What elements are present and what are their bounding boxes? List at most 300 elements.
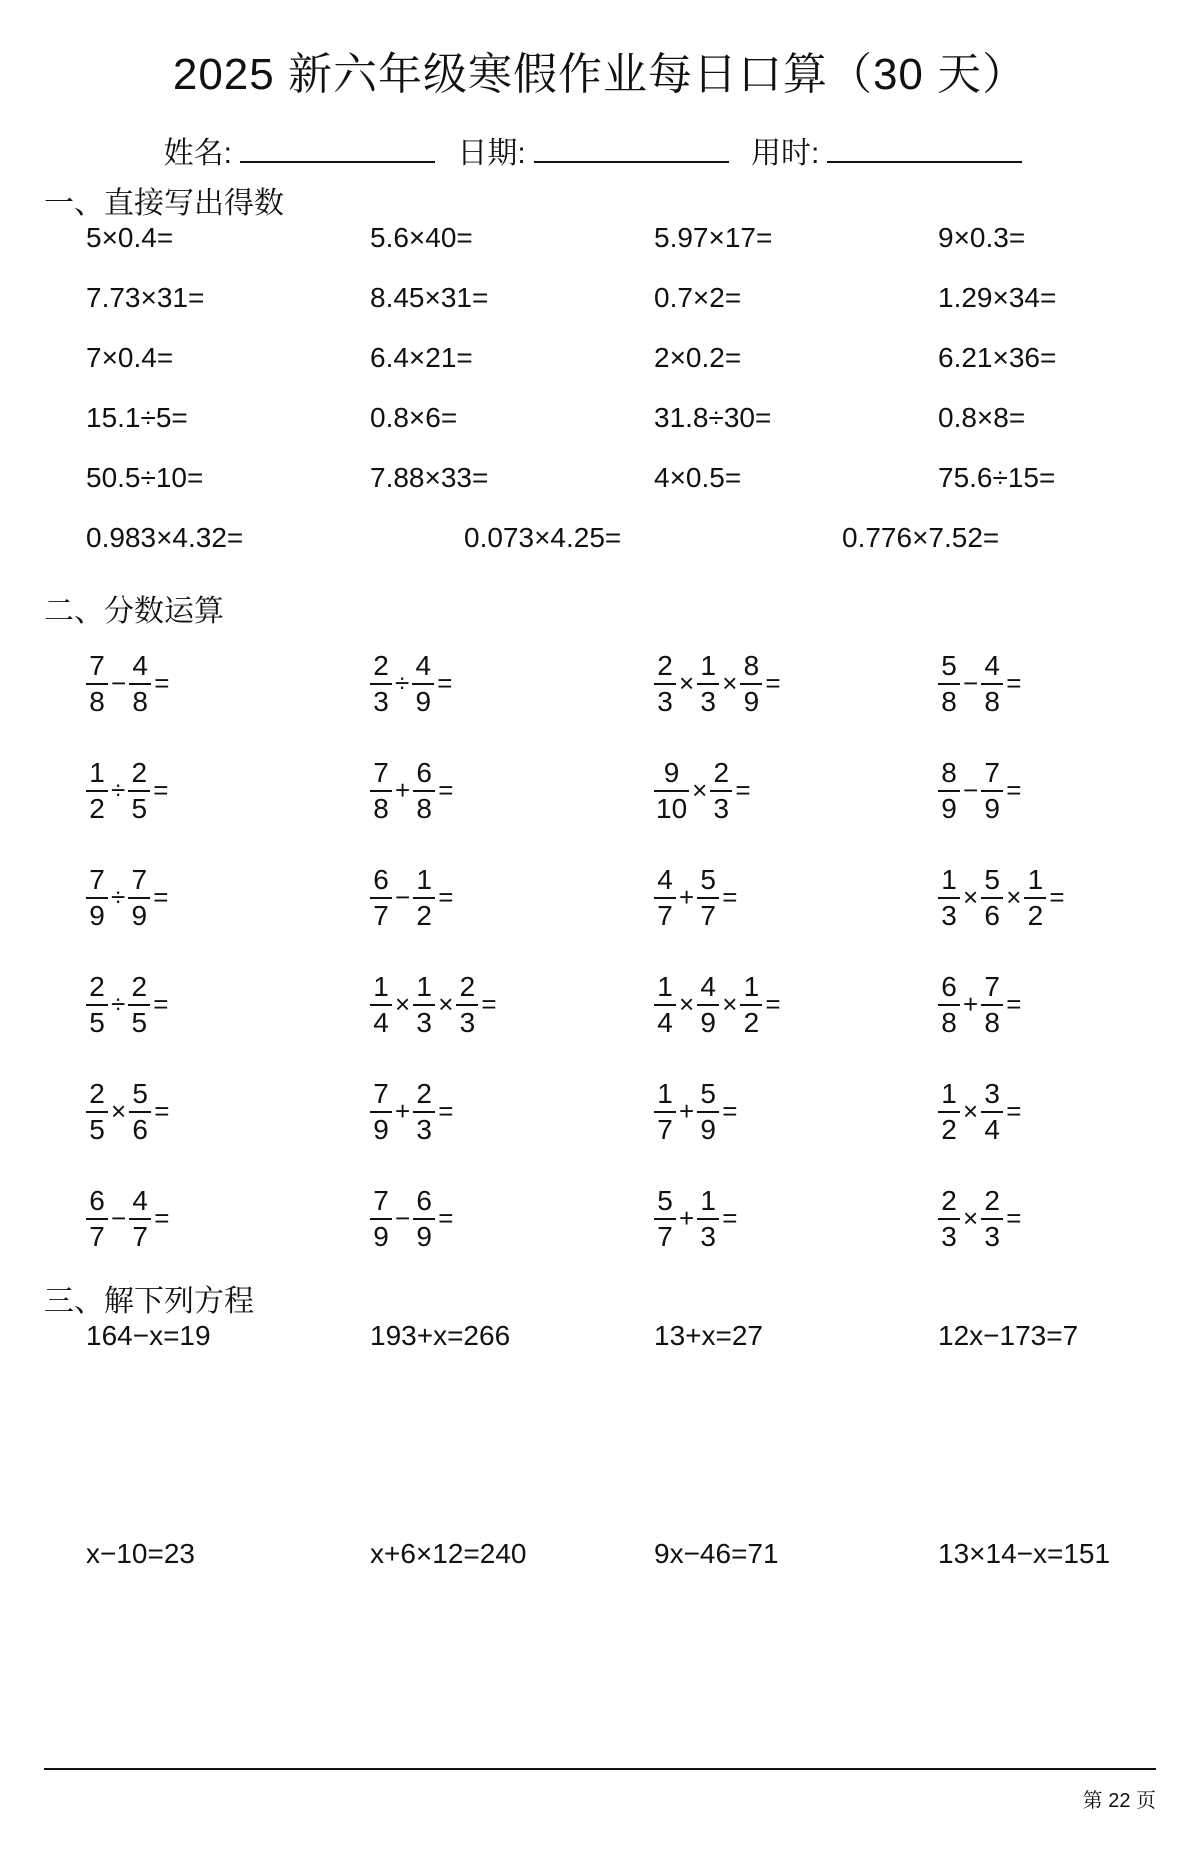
section1-grid [86, 222, 1186, 522]
operator: ÷ [111, 775, 126, 805]
decimal-problem: 0.8×8= [938, 402, 1026, 433]
fraction-expression [938, 1058, 1198, 1165]
equation-problem: x+6×12=240 [370, 1538, 527, 1569]
fraction-expression [938, 1165, 1198, 1272]
denominator: 3 [370, 683, 392, 716]
time-label: 用时: [751, 137, 820, 170]
fraction-expression [938, 737, 1198, 844]
fraction-problem [370, 1058, 654, 1165]
denominator: 2 [413, 897, 435, 930]
numerator: 3 [984, 1077, 1000, 1109]
numerator: 5 [941, 649, 957, 681]
numerator: 7 [984, 970, 1000, 1002]
denominator: 9 [86, 897, 108, 930]
denominator: 9 [128, 897, 150, 930]
denominator: 7 [86, 1218, 108, 1251]
fraction [86, 1077, 108, 1145]
fraction [697, 649, 719, 717]
numerator: 1 [416, 970, 432, 1002]
fraction-expression [654, 1165, 938, 1272]
fraction-expression [86, 1058, 370, 1165]
fraction-problem [654, 1058, 938, 1165]
numerator: 2 [713, 756, 730, 788]
decimal-problem: 0.983×4.32= [86, 522, 244, 553]
fraction [938, 863, 960, 931]
fraction-problem [938, 1058, 1198, 1165]
equation-problem: 13+x=27 [654, 1320, 763, 1351]
numerator: 1 [1027, 863, 1044, 895]
numerator: 2 [416, 1077, 432, 1109]
denominator: 9 [981, 790, 1003, 823]
fraction-expression [86, 844, 370, 951]
numerator: 1 [657, 970, 673, 1002]
footer-rule [44, 1768, 1156, 1770]
denominator: 9 [740, 683, 762, 716]
operator: = [153, 989, 169, 1019]
fraction [370, 1077, 392, 1145]
decimal-problem: 5×0.4= [86, 222, 174, 253]
operator: = [438, 1096, 454, 1126]
fraction [981, 1077, 1003, 1145]
numerator: 7 [89, 649, 105, 681]
denominator: 7 [129, 1218, 151, 1251]
fraction [938, 970, 960, 1038]
denominator: 7 [697, 897, 719, 930]
section1-heading: 一、直接写出得数 [44, 187, 284, 220]
denominator: 8 [413, 790, 435, 823]
fraction [129, 1077, 151, 1145]
operator: = [722, 1203, 738, 1233]
fraction [981, 1184, 1003, 1252]
fraction [654, 756, 689, 824]
name-label: 姓名: [163, 137, 232, 170]
operator: = [1006, 1203, 1022, 1233]
operator: + [395, 1096, 411, 1126]
operator: = [735, 775, 751, 805]
denominator: 7 [654, 897, 676, 930]
decimal-problem: 8.45×31= [370, 282, 489, 313]
fraction-problem [370, 844, 654, 951]
numerator: 1 [700, 1184, 716, 1216]
numerator: 4 [132, 1184, 148, 1216]
operator: = [481, 989, 497, 1019]
numerator: 6 [89, 1184, 105, 1216]
fraction-expression [938, 630, 1198, 737]
denominator: 2 [740, 1004, 762, 1037]
decimal-problem: 7.88×33= [370, 462, 489, 493]
denominator: 3 [413, 1004, 435, 1037]
fraction-expression [370, 1165, 654, 1272]
section1-last-row [86, 522, 1186, 582]
numerator: 5 [700, 863, 716, 895]
denominator: 8 [938, 683, 960, 716]
numerator: 1 [700, 649, 716, 681]
fraction-problem [938, 951, 1198, 1058]
operator: = [765, 668, 781, 698]
fraction-expression [370, 630, 654, 737]
fraction-problem [654, 844, 938, 951]
operator: ÷ [111, 989, 126, 1019]
student-info-line [0, 128, 1200, 172]
fraction [129, 649, 151, 717]
page-number: 第 22 页 [1082, 1790, 1156, 1812]
fraction-expression [86, 1165, 370, 1272]
denominator: 9 [370, 1218, 392, 1251]
fraction [413, 1184, 435, 1252]
numerator: 6 [373, 863, 389, 895]
numerator: 7 [984, 756, 1000, 788]
numerator: 7 [89, 863, 105, 895]
denominator: 4 [981, 1111, 1003, 1144]
fraction-problem [370, 630, 654, 737]
numerator: 4 [657, 863, 673, 895]
numerator: 7 [131, 863, 148, 895]
fraction [697, 1077, 719, 1145]
equation-problem: 193+x=266 [370, 1320, 511, 1351]
fraction-expression [938, 844, 1198, 951]
denominator: 5 [86, 1004, 108, 1037]
fraction [938, 649, 960, 717]
denominator: 7 [654, 1218, 676, 1251]
denominator: 8 [86, 683, 108, 716]
denominator: 4 [654, 1004, 676, 1037]
denominator: 7 [654, 1111, 676, 1144]
operator: × [722, 989, 738, 1019]
numerator: 8 [743, 649, 760, 681]
numerator: 5 [657, 1184, 673, 1216]
denominator: 3 [938, 897, 960, 930]
decimal-problem: 0.073×4.25= [464, 522, 622, 553]
operator: × [679, 989, 695, 1019]
fraction-expression [654, 1058, 938, 1165]
denominator: 5 [128, 1004, 150, 1037]
section2-grid [86, 630, 1186, 1272]
fraction-problem [654, 737, 938, 844]
numerator: 1 [373, 970, 389, 1002]
numerator: 6 [416, 756, 432, 788]
numerator: 7 [373, 1077, 389, 1109]
operator: = [722, 1096, 738, 1126]
fraction [938, 756, 960, 824]
page-title: 2025 新六年级寒假作业每日口算（30 天） [172, 50, 1028, 99]
operator: + [679, 1096, 695, 1126]
numerator: 2 [984, 1184, 1000, 1216]
equation-problem: 164−x=19 [86, 1320, 211, 1351]
numerator: 4 [132, 649, 148, 681]
operator: − [963, 668, 979, 698]
numerator: 5 [132, 1077, 148, 1109]
fraction-problem [938, 737, 1198, 844]
fraction-expression [370, 737, 654, 844]
fraction-problem [654, 630, 938, 737]
fraction-problem [86, 737, 370, 844]
fraction [697, 1184, 719, 1252]
fraction [654, 863, 676, 931]
denominator: 9 [412, 683, 434, 716]
denominator: 2 [1024, 897, 1046, 930]
numerator: 1 [657, 1077, 673, 1109]
operator: = [154, 1096, 170, 1126]
date-label: 日期: [457, 137, 526, 170]
operator: = [765, 989, 781, 1019]
fraction [86, 1184, 108, 1252]
denominator: 8 [938, 1004, 960, 1037]
fraction [128, 863, 150, 931]
operator: × [963, 882, 979, 912]
decimal-problem: 1.29×34= [938, 282, 1057, 313]
denominator: 9 [697, 1111, 719, 1144]
fraction-expression [370, 844, 654, 951]
numerator: 8 [941, 756, 957, 788]
denominator: 5 [86, 1111, 108, 1144]
denominator: 3 [697, 683, 719, 716]
fraction [86, 970, 108, 1038]
numerator: 1 [941, 1077, 957, 1109]
fraction [697, 970, 719, 1038]
equation-problem: 12x−173=7 [938, 1320, 1079, 1351]
denominator: 9 [370, 1111, 392, 1144]
equation-problem: 13×14−x=151 [938, 1538, 1111, 1569]
section3-heading: 三、解下列方程 [44, 1285, 254, 1318]
fraction [654, 1077, 676, 1145]
equation-problem: x−10=23 [86, 1538, 195, 1569]
numerator: 6 [416, 1184, 432, 1216]
fraction-problem [370, 1165, 654, 1272]
fraction [981, 970, 1003, 1038]
fraction-problem [86, 630, 370, 737]
fraction [413, 970, 435, 1038]
fraction-problem [370, 951, 654, 1058]
numerator: 2 [131, 970, 148, 1002]
fraction-problem [86, 844, 370, 951]
operator: × [963, 1096, 979, 1126]
denominator: 10 [654, 790, 689, 823]
fraction-expression [86, 951, 370, 1058]
operator: × [111, 1096, 127, 1126]
section2-heading: 二、分数运算 [44, 595, 224, 628]
operator: − [111, 668, 127, 698]
operator: × [722, 668, 738, 698]
denominator: 8 [370, 790, 392, 823]
operator: − [963, 775, 979, 805]
fraction [654, 649, 676, 717]
fraction-expression [86, 737, 370, 844]
operator: + [963, 989, 979, 1019]
denominator: 4 [370, 1004, 392, 1037]
fraction-expression [654, 737, 938, 844]
numerator: 1 [941, 863, 957, 895]
denominator: 9 [697, 1004, 719, 1037]
fraction [413, 863, 435, 931]
fraction-problem [654, 951, 938, 1058]
fraction-expression [654, 951, 938, 1058]
fraction [456, 970, 478, 1038]
operator: + [395, 775, 411, 805]
fraction [370, 863, 392, 931]
name-blank [240, 135, 435, 163]
numerator: 2 [941, 1184, 957, 1216]
fraction-expression [370, 951, 654, 1058]
fraction [981, 863, 1003, 931]
numerator: 9 [663, 756, 680, 788]
decimal-problem: 9×0.3= [938, 222, 1026, 253]
denominator: 8 [981, 1004, 1003, 1037]
fraction [370, 756, 392, 824]
operator: ÷ [395, 668, 410, 698]
operator: − [395, 882, 411, 912]
numerator: 4 [415, 649, 432, 681]
decimal-problem: 0.776×7.52= [842, 522, 1000, 553]
operator: = [1006, 989, 1022, 1019]
fraction [86, 649, 108, 717]
decimal-problem: 75.6÷15= [938, 462, 1056, 493]
operator: − [395, 1203, 411, 1233]
operator: × [1006, 882, 1022, 912]
fraction-problem [370, 737, 654, 844]
fraction [128, 756, 150, 824]
time-blank [827, 135, 1022, 163]
decimal-problem: 4×0.5= [654, 462, 742, 493]
fraction-expression [938, 951, 1198, 1058]
numerator: 2 [89, 1077, 105, 1109]
fraction [654, 1184, 676, 1252]
numerator: 4 [700, 970, 716, 1002]
fraction [697, 863, 719, 931]
numerator: 2 [373, 649, 389, 681]
denominator: 3 [456, 1004, 478, 1037]
operator: = [438, 775, 454, 805]
operator: = [1006, 668, 1022, 698]
decimal-problem: 0.7×2= [654, 282, 742, 313]
numerator: 5 [984, 863, 1000, 895]
numerator: 2 [131, 756, 148, 788]
operator: = [154, 668, 170, 698]
denominator: 2 [86, 790, 108, 823]
operator: = [154, 1203, 170, 1233]
decimal-problem: 6.21×36= [938, 342, 1057, 373]
operator: × [438, 989, 454, 1019]
fraction [86, 863, 108, 931]
fraction [654, 970, 676, 1038]
fraction-expression [86, 630, 370, 737]
fraction [129, 1184, 151, 1252]
fraction [370, 970, 392, 1038]
denominator: 9 [413, 1218, 435, 1251]
operator: = [153, 775, 169, 805]
decimal-problem: 6.4×21= [370, 342, 473, 373]
operator: = [1006, 775, 1022, 805]
operator: = [153, 882, 169, 912]
operator: = [1049, 882, 1065, 912]
denominator: 5 [128, 790, 150, 823]
operator: + [679, 882, 695, 912]
denominator: 3 [697, 1218, 719, 1251]
decimal-problem: 0.8×6= [370, 402, 458, 433]
denominator: 2 [938, 1111, 960, 1144]
numerator: 6 [941, 970, 957, 1002]
fraction [86, 756, 108, 824]
operator: = [1006, 1096, 1022, 1126]
fraction [981, 756, 1003, 824]
decimal-problem: 7×0.4= [86, 342, 174, 373]
fraction-expression [370, 1058, 654, 1165]
decimal-problem: 2×0.2= [654, 342, 742, 373]
fraction-problem [654, 1165, 938, 1272]
fraction [128, 970, 150, 1038]
decimal-problem: 5.6×40= [370, 222, 473, 253]
fraction [413, 1077, 435, 1145]
fraction [740, 970, 762, 1038]
fraction-problem [86, 951, 370, 1058]
denominator: 8 [129, 683, 151, 716]
denominator: 6 [129, 1111, 151, 1144]
section3-grid [86, 1320, 1186, 1756]
fraction-problem [938, 630, 1198, 737]
equation-problem: 9x−46=71 [654, 1538, 779, 1569]
denominator: 6 [981, 897, 1003, 930]
decimal-problem: 7.73×31= [86, 282, 205, 313]
operator: ÷ [111, 882, 126, 912]
numerator: 2 [459, 970, 476, 1002]
operator: = [438, 1203, 454, 1233]
fraction [370, 649, 392, 717]
numerator: 1 [89, 756, 105, 788]
fraction-problem [86, 1058, 370, 1165]
operator: = [438, 882, 454, 912]
fraction [740, 649, 762, 717]
fraction-problem [86, 1165, 370, 1272]
fraction [412, 649, 434, 717]
fraction [938, 1184, 960, 1252]
decimal-problem: 15.1÷5= [86, 402, 188, 433]
denominator: 3 [413, 1111, 435, 1144]
fraction [710, 756, 732, 824]
fraction [981, 649, 1003, 717]
operator: × [692, 775, 708, 805]
numerator: 7 [373, 756, 389, 788]
numerator: 4 [984, 649, 1000, 681]
decimal-problem: 50.5÷10= [86, 462, 204, 493]
numerator: 5 [700, 1077, 716, 1109]
decimal-problem: 5.97×17= [654, 222, 773, 253]
fraction-expression [654, 630, 938, 737]
fraction-expression [654, 844, 938, 951]
denominator: 3 [981, 1218, 1003, 1251]
operator: × [395, 989, 411, 1019]
fraction-problem [938, 1165, 1198, 1272]
decimal-problem: 31.8÷30= [654, 402, 772, 433]
operator: × [679, 668, 695, 698]
denominator: 8 [981, 683, 1003, 716]
denominator: 9 [938, 790, 960, 823]
fraction [370, 1184, 392, 1252]
date-blank [534, 135, 729, 163]
denominator: 3 [938, 1218, 960, 1251]
operator: − [111, 1203, 127, 1233]
fraction [938, 1077, 960, 1145]
fraction-problem [938, 844, 1198, 951]
numerator: 1 [416, 863, 432, 895]
numerator: 2 [657, 649, 673, 681]
operator: + [679, 1203, 695, 1233]
numerator: 7 [373, 1184, 389, 1216]
denominator: 3 [710, 790, 732, 823]
operator: = [437, 668, 453, 698]
operator: = [722, 882, 738, 912]
operator: × [963, 1203, 979, 1233]
numerator: 1 [743, 970, 760, 1002]
denominator: 3 [654, 683, 676, 716]
